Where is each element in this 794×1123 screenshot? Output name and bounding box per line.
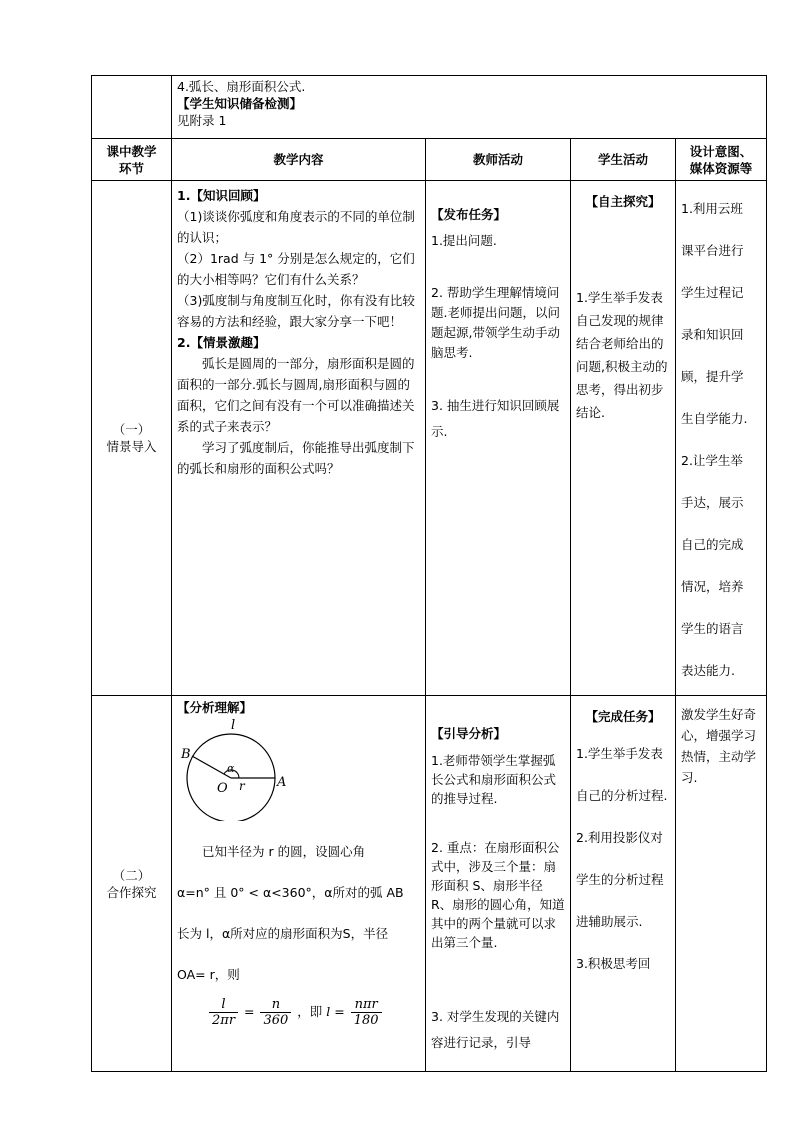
frac-3: $\frac{\text{nπr}}{180}$ (351, 997, 382, 1028)
label-O: O (217, 781, 228, 796)
given-line-4: OA= r，则 (177, 967, 240, 982)
label-B: B (181, 747, 191, 762)
teacher-1 (426, 181, 571, 696)
analysis-heading: 【分析理解】 (177, 700, 253, 715)
header-content: 教学内容 (172, 139, 426, 181)
stage-2 (92, 696, 172, 1072)
label-A: A (277, 775, 287, 790)
stage-1-name: 情景导入 (106, 439, 157, 454)
design-1-line: 生自学能力. (681, 411, 748, 426)
given-line-3: 长为 l，α所对应的扇形面积为S，半径 (177, 926, 389, 941)
given-line-2: α=n° 且 0° < α<360°，α所对的弧 AB (177, 885, 404, 900)
student-2-s1: 1.学生举手发表自己的分析过程. (576, 746, 668, 803)
stage-1-num: （一） (112, 422, 151, 437)
student-1-heading: 【自主探究】 (585, 194, 661, 209)
scene-p2: 学习了弧度制后，你能推导出弧度制下的弧长和扇形的面积公式吗？ (177, 440, 415, 476)
design-1-line: 学生的语言 (681, 621, 744, 636)
teacher-2-heading: 【引导分析】 (431, 726, 507, 741)
design-1-line: 1.利用云班 (681, 201, 743, 216)
student-1 (571, 181, 676, 696)
stage-2-name: 合作探究 (106, 884, 157, 900)
teacher-1-t3: 3. 抽生进行知识回顾展示. (431, 398, 560, 439)
design-2 (676, 696, 767, 1072)
header-teacher: 教师活动 (426, 139, 571, 181)
stage-1 (92, 181, 172, 696)
student-2-s2: 2.利用投影仪对学生的分析过程进辅助展示. (576, 830, 664, 929)
pre-line-2: 【学生知识储备检测】 (177, 96, 303, 111)
review-q3: （3)弧度制与角度制互化时，你有没有比较容易的方法和经验，跟大家分享一下吧！ (177, 293, 415, 329)
teacher-1-heading: 【发布任务】 (431, 207, 507, 222)
circle-figure (179, 716, 299, 821)
header-stage: 课中教学 环节 (92, 139, 172, 181)
stage-2-num: （二） (112, 867, 151, 883)
design-1-line: 自己的完成 (681, 537, 744, 552)
content-2 (172, 696, 426, 1072)
teacher-2-t1: 1.老师带领学生掌握弧长公式和扇形面积公式的推导过程. (431, 753, 557, 806)
content-1 (172, 181, 426, 696)
student-1-s1: 1.学生举手发表自己发现的规律结合老师给出的问题,积极主动的思考，得出初步结论. (576, 290, 668, 420)
pre-line-3: 见附录 1 (177, 113, 227, 128)
student-2 (571, 696, 676, 1072)
design-1 (676, 181, 767, 696)
design-1-line: 录和知识回 (681, 327, 744, 342)
scene-p1: 弧长是圆周的一部分，扇形面积是圆的面积的一部分.弧长与圆周,扇形面积与圆的面积，它们之间有没有一个可以准确描述关系的式子来表示？ (177, 356, 415, 434)
design-1-line: 课平台进行 (681, 243, 744, 258)
header-design: 设计意图、 媒体资源等 (676, 139, 767, 181)
design-1-line: 2.让学生举 (681, 453, 743, 468)
frac-1: $\frac{l}{2\pi r}$ (209, 997, 238, 1028)
design-1-line: 表达能力. (681, 663, 735, 678)
pre-line-1: 4.弧长、扇形面积公式. (177, 79, 306, 94)
equals-sign: = (244, 1004, 255, 1019)
student-2-heading: 【完成任务】 (585, 709, 661, 724)
formula (207, 997, 420, 1028)
teacher-1-t1: 1.提出问题. (431, 233, 497, 248)
design-1-lines (681, 188, 761, 692)
teacher-2-t2: 2. 重点：在扇形面积公式中，涉及三个量：扇形面积 S、扇形半径 R、扇形的圆心角，知道其中的两个量就可以求出第三个量. (431, 840, 565, 950)
label-alpha: α (227, 762, 235, 775)
teacher-1-t2: 2. 帮助学生理解情境问题.老师提出问题，以问题起源,带领学生动手动脑思考. (431, 285, 560, 360)
frac-2: $\frac{n}{360}$ (260, 997, 291, 1028)
design-2-text: 激发学生好奇心，增强学习热情，主动学习. (681, 707, 757, 785)
teacher-2-t3: 3. 对学生发现的关键内容进行记录，引导 (431, 1009, 560, 1050)
review-heading: 1.【知识回顾】 (177, 188, 266, 203)
header-student: 学生活动 (571, 139, 676, 181)
blank-cell (92, 76, 172, 139)
review-q2: （2）1rad 与 1° 分别是怎么规定的，它们的大小相等吗？它们有什么关系？ (177, 251, 415, 287)
design-1-line: 手达，展示 (681, 495, 744, 510)
label-r: r (239, 779, 245, 793)
review-q1: （1)谈谈你弧度和角度表示的不同的单位制的认识； (177, 209, 415, 245)
design-1-line: 情况，培养 (681, 579, 744, 594)
design-1-line: 学生过程记 (681, 285, 744, 300)
formula-lhs: l = (326, 1004, 345, 1019)
label-l: l (231, 718, 236, 733)
student-2-s3: 3.积极思考回 (576, 956, 651, 971)
scene-heading: 2.【情景激趣】 (177, 335, 266, 350)
given-line-1: 已知半径为 r 的圆，设圆心角 (202, 844, 366, 859)
pre-class-cell (172, 76, 767, 139)
design-1-line: 顾，提升学 (681, 369, 744, 384)
lesson-table (91, 75, 767, 1072)
teacher-2 (426, 696, 571, 1072)
then-word: ，即 (297, 1004, 323, 1019)
